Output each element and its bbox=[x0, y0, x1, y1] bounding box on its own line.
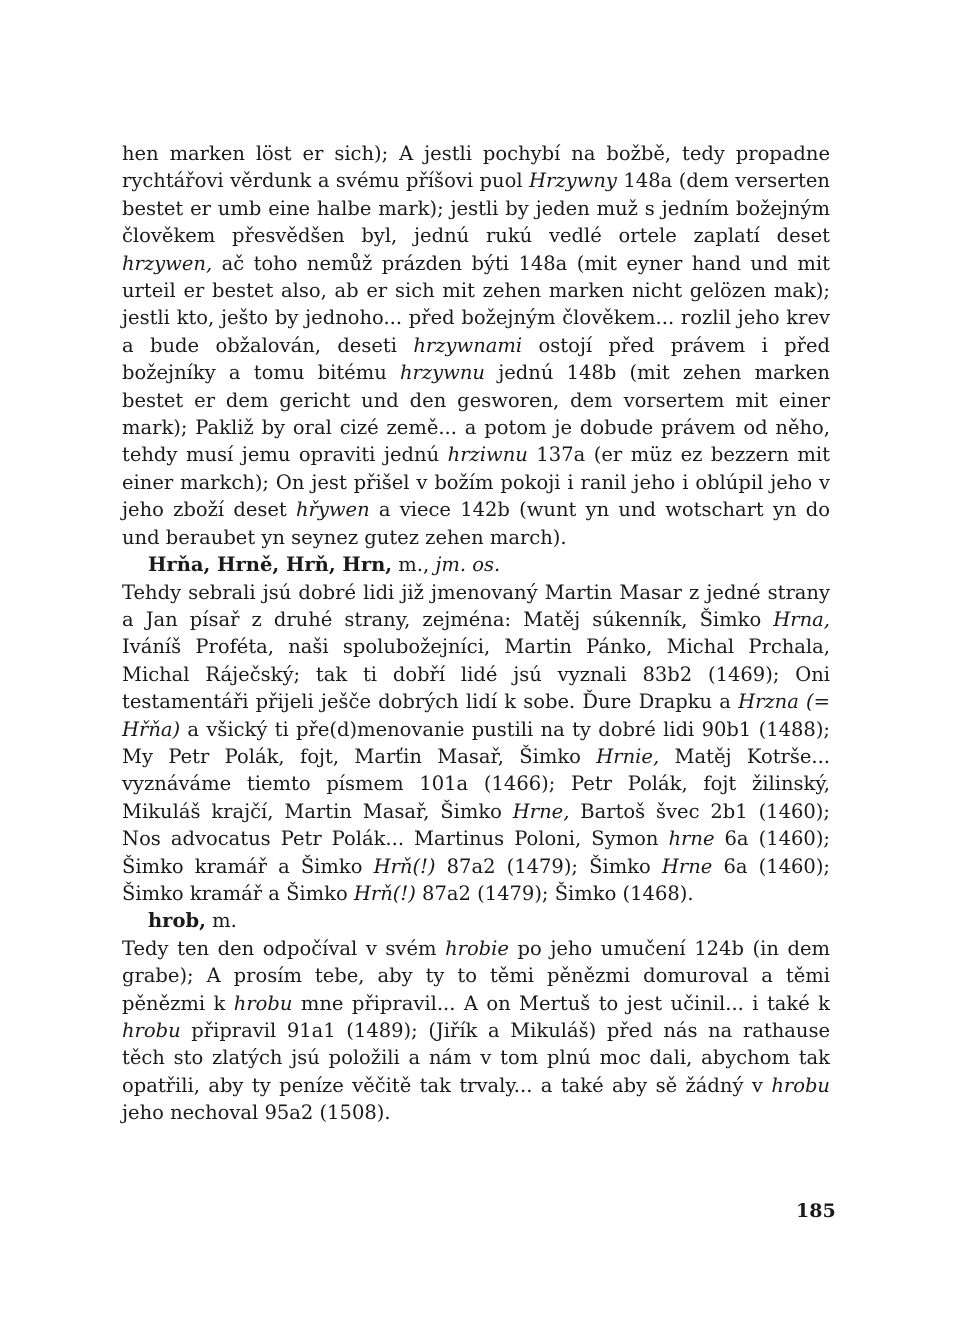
text-segment: ač toho nemůž prázden býti 148a (mit eyner hand und mit urteil er bestet also, ab er sich mit zehen marken nicht gelözen mak); jestli kto, ješto by jednoho... před božejným člověkem... rozlil jeho krev a bude obžalován, deseti bbox=[122, 251, 830, 357]
text-segment: Hrň(!) bbox=[353, 881, 416, 905]
text-segment: 6a (1460); Šimko kramář a Šimko bbox=[122, 854, 831, 905]
headword-segment: m., bbox=[392, 553, 436, 577]
paragraph-entry-hrob bbox=[122, 935, 830, 1127]
page-number: 185 bbox=[796, 1200, 836, 1222]
text-segment: a viece 142b (wunt yn und wotschart yn do und beraubet yn seynez gutez zehen march). bbox=[122, 498, 830, 549]
text-segment: Tehdy sebrali jsú dobré lidi již jmenovaný Martin Masar z jedné strany a Jan písař z druhé strany, zejména: Matěj súkenník, Šimko bbox=[122, 580, 830, 631]
text-segment: 87a2 (1479); Šimko bbox=[435, 854, 662, 878]
text-segment: hrobu bbox=[771, 1073, 830, 1097]
headword-segment: jm. os. bbox=[435, 553, 501, 577]
text-segment: Hrne bbox=[661, 854, 713, 878]
text-segment: Matěj Kotrše... vyznáváme tiemto písmem 101a (1466); Petr Polák, fojt žilinský, Mikuláš krajčí, Martin Masař, Šimko bbox=[122, 744, 831, 823]
headword-hrob bbox=[122, 907, 830, 934]
text-segment: Hrne, bbox=[512, 799, 570, 823]
text-segment: Hrzywny bbox=[529, 169, 617, 193]
text-segment: a všický ti pře(d)menovanie pustili na ty dobré lidi 90b1 (1488); My Petr Polák, fojt, Marťin Masař, Šimko bbox=[122, 717, 830, 768]
text-segment: jeho nechoval 95a2 (1508). bbox=[122, 1101, 391, 1125]
text-segment: Hrzna (= Hřňa) bbox=[122, 690, 830, 741]
text-segment: hen marken löst er sich); A jestli pochybí na božbě, tedy propadne rychtářovi věrdunk a svému příšovi puol bbox=[122, 142, 830, 193]
text-segment: hrzywnami bbox=[413, 333, 523, 357]
text-segment: hrobu bbox=[233, 991, 293, 1015]
text-segment: hrobu bbox=[122, 1019, 181, 1042]
text-segment: 87a2 (1479); Šimko (1468). bbox=[415, 881, 694, 905]
headword-segment: hrob, bbox=[148, 909, 206, 933]
text-segment: hrziwnu bbox=[447, 443, 528, 467]
text-segment: Bartoš švec 2b1 (1460); Nos advocatus Petr Polák... Martinus Poloni, Symon bbox=[122, 799, 830, 851]
text-segment: Hrň(!) bbox=[373, 854, 436, 878]
dictionary-page bbox=[122, 140, 830, 1127]
text-segment: Iváníš Proféta, naši spolubožejníci, Martin Pánko, Michal Prchala, Michal Ráječský; tak ti dobří lidé jsú vyznali 83b2 (1469); Oni testamentáři přijeli ješče dobrých lidí k sobe. Ďure Drapku a bbox=[122, 635, 830, 714]
text-segment: mne připravil... A on Mertuš to jest učinil... i také k bbox=[292, 991, 830, 1015]
text-segment: hrzywen, bbox=[122, 251, 213, 275]
text-segment: hrne bbox=[668, 827, 715, 851]
text-segment: hrzywnu bbox=[400, 361, 485, 385]
paragraph-entry-hrna bbox=[122, 579, 830, 908]
text-segment: jednú 148b (mit zehen marken bestet er dem gericht und den gesworen, dem vorsertem mit einer mark); Pakliž by oral cizé země... a potom je dobude právem od něho, tehdy musí jemu opraviti jednú bbox=[122, 361, 830, 467]
headword-segment: m. bbox=[205, 909, 237, 933]
text-segment: Tedy ten den odpočíval v svém bbox=[122, 936, 446, 960]
text-segment: po jeho umučení 124b (in dem grabe); A prosím tebe, aby ty to těmi pěnězmi domuroval a těmi pěnězmi k bbox=[122, 936, 830, 1015]
paragraph-continuation bbox=[122, 140, 830, 551]
text-segment: 148a (dem verserten bestet er umb eine halbe mark); jestli by jeden muž s jedním božejným člověkem přesvědšen byl, jednú rukú vedlé ortele zaplatí deset bbox=[122, 169, 830, 248]
headword-segment: Hrňa, Hrně, Hrň, Hrn, bbox=[148, 553, 393, 577]
text-segment: hrobie bbox=[445, 936, 509, 960]
text-segment: 6a (1460); Šimko kramář a Šimko bbox=[122, 827, 831, 878]
text-segment: hřywen bbox=[295, 498, 370, 522]
text-segment: Hrnie, bbox=[596, 744, 660, 768]
text-segment: ostojí před právem i před božejníky a tomu bitému bbox=[122, 333, 831, 385]
text-segment: 137a (er müz ez bezzern mit einer markch); On jest přišel v božím pokoji i ranil jeho i oblúpil jeho v jeho zboží deset bbox=[122, 443, 830, 522]
text-segment: Hrna, bbox=[773, 607, 830, 631]
headword-hrna bbox=[122, 551, 830, 578]
text-segment: připravil 91a1 (1489); (Jiřík a Mikuláš) před nás na rathause těch sto zlatých jsú položili a nám v tom plnú moc dali, abychom tak opatřili, aby ty peníze věčitě tak trvaly... a také aby sě žádný v bbox=[122, 1019, 830, 1097]
